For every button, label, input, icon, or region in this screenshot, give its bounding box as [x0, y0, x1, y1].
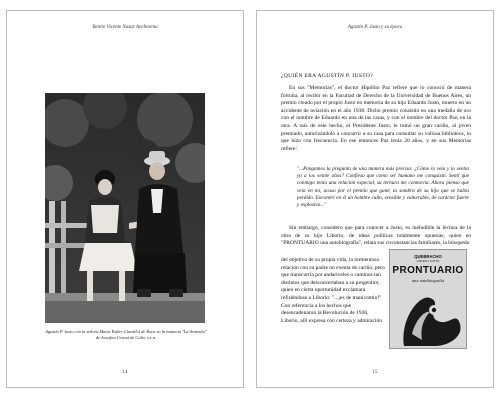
book-cover-header: QUEBRACHO — [414, 254, 442, 259]
book-cover-subtitle: una autobiografía — [411, 278, 445, 283]
right-running-head: Agustín P. Justo y su época — [347, 25, 403, 30]
left-page-number: 14 — [122, 370, 128, 375]
book-cover-image — [389, 249, 467, 349]
section-title: ¿QUIÉN ERA AGUSTÍN P. JUSTO? — [281, 73, 374, 79]
paragraph-2: Sin embargo, considero que para conocer a Justo, es ineludible la lectura de la obra de su hijo Liborio, de ideas políticas totalmente opuestas, quien en "PRONTUARIO una autobiografía", relata sus circunstancias familiares, la búsqueda — [281, 225, 471, 247]
photo-illustration — [45, 93, 205, 323]
book-cover-artwork — [390, 288, 466, 348]
paragraph-1: En sus "Memorias", el doctor Hipólito Paz refiere que lo conoció de manera fortuita, al recibir en la Facultad de Derecho de la Universidad de Buenos Aires, un premio creado por el propio Justo en memoria de su hijo Eduardo Justo, muerto en un accidente de aviación en el año 1938. Dicho premio consistió en una medalla de oro con el nombre de Eduardo en una de las caras, y con el nombre del doctor Paz, en la otra. A raíz de este hecho, el Presidente Justo, le tomó un gran cariño, al joven premiado, autorizándolo a concurrir a su casa para consultar su valiosa biblioteca, lo que hizo con frecuencia. En ese entonces Paz tenía 20 años, y en sus Memorias refiere: — [281, 85, 471, 152]
photo-caption: Agustín P. Justo con la señora María Esther Llavallol de Roca en la estancia "La Armonía" de Josefina Ursaui de Cobo. s.c.n. — [45, 329, 207, 340]
book-cover-subheader: LIBORIO JUSTO — [416, 259, 440, 263]
paragraph-3: del objetivo de su propia vida, la tormentosa relación con su padre no exenta de cariño, pero que transcurría por andariveles o caminos tan distintos que desconcertaban a su progenitor, quien en cierta oportunidad exclamara refiriéndose a Liborio: "...¡es de manicomio!" Con referencia a los hechos que desencadenaron la Revolución de 1930, Liborio, allí expresa con certeza y admiración — [281, 257, 385, 324]
historical-photograph — [45, 93, 205, 323]
book-cover-title: PRONTUARIO — [392, 265, 464, 276]
right-page-number: 15 — [372, 370, 378, 375]
left-page — [6, 10, 244, 388]
left-running-head: Benito Vicente Nazar Anchorena — [92, 25, 158, 30]
block-quote: "...Pongamos la pregunta de una manera más precisa: ¿Cómo lo veía y lo sentía yo a los veinte años? Confieso que como ser humano me conquistó. Sentí que conmigo tenía una relación especial, su ternura me conmovía. Ahora pienso que veía en mí, acaso por el premio que gané, la sombra de su hijo que se había perdido. Encontré en él un hombre culto, sensible y vulnerable, de carácter fuerte y explosivo..." — [297, 166, 469, 209]
right-page — [256, 10, 494, 388]
